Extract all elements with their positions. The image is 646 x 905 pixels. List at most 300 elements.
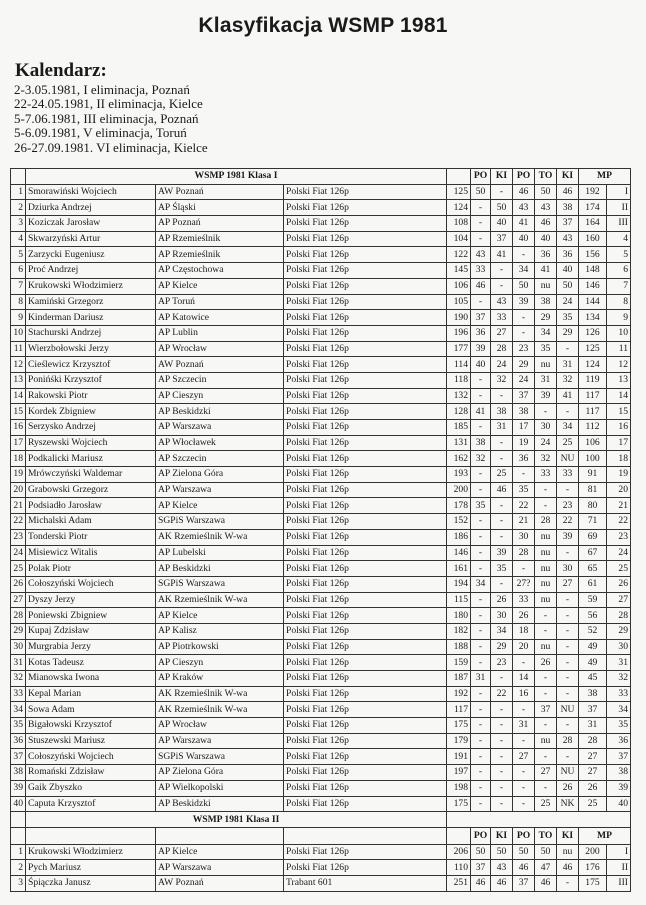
place-cell: 7 [607,278,631,294]
score-po2-cell: - [513,702,535,718]
score-to-cell: nu [535,576,557,592]
score-po2-cell: - [513,467,535,483]
score-to-cell: - [535,623,557,639]
place-cell: I [607,844,631,860]
car-cell: Trabant 601 [284,875,447,891]
driver-name-cell: Tonderski Piotr [26,529,156,545]
score-po-cell: - [471,718,491,734]
rank-cell: 25 [11,561,26,577]
score-ki-cell: 24 [491,357,513,373]
score-ki2-cell: 28 [557,733,579,749]
score-ki-cell: - [491,702,513,718]
class1-header-row [11,169,631,185]
place-cell: 9 [607,310,631,326]
score-ki-cell: 46 [491,482,513,498]
club-cell: AP Cieszyn [156,655,284,671]
club-cell: AP Katowice [156,310,284,326]
rank-cell: 33 [11,686,26,702]
score-to-cell: 32 [535,451,557,467]
score-po2-cell: - [513,765,535,781]
driver-name-cell: Sowa Adam [26,702,156,718]
total-points-cell: 91 [579,467,607,483]
start-number-cell: 179 [447,733,471,749]
driver-name-cell: Kupaj Zdzisław [26,623,156,639]
score-to-cell: 29 [535,310,557,326]
place-cell: 36 [607,733,631,749]
score-ki2-cell: - [557,655,579,671]
driver-name-cell: Romański Zdzisław [26,765,156,781]
club-cell: AP Włocławek [156,435,284,451]
start-number-cell: 197 [447,765,471,781]
score-ki2-cell: 23 [557,498,579,514]
total-points-cell: 81 [579,482,607,498]
place-cell: 21 [607,498,631,514]
score-ki2-cell: 26 [557,780,579,796]
score-to-cell: 26 [535,655,557,671]
score-ki-cell: 29 [491,639,513,655]
car-cell: Polski Fiat 126p [284,310,447,326]
score-ki2-cell: NU [557,451,579,467]
driver-name-cell: Murgrabia Jerzy [26,639,156,655]
total-points-cell: 174 [579,200,607,216]
rank-cell: 30 [11,639,26,655]
score-to-cell: - [535,671,557,687]
driver-name-cell: Kamiński Grzegorz [26,294,156,310]
club-cell: SGPiS Warszawa [156,576,284,592]
score-ki2-cell: 29 [557,325,579,341]
rank-cell: 3 [11,216,26,232]
score-po2-cell: 37 [513,875,535,891]
club-cell: AP Beskidzki [156,561,284,577]
score-po-cell: 50 [471,184,491,200]
start-number-cell: 152 [447,514,471,530]
score-po2-cell: - [513,247,535,263]
start-number-cell: 146 [447,545,471,561]
start-number-cell: 125 [447,184,471,200]
score-po-cell: 39 [471,341,491,357]
driver-name-cell: Grabowski Grzegorz [26,482,156,498]
score-po2-cell: 24 [513,372,535,388]
calendar-item: 5-6.09.1981, V eliminacja, Toruń [14,125,187,141]
score-to-cell: 35 [535,341,557,357]
score-ki2-cell: NU [557,702,579,718]
class2-title: WSMP 1981 Klasa II [26,812,447,828]
club-cell: AP Beskidzki [156,404,284,420]
class2-header-row [11,827,631,844]
club-cell: AP Wrocław [156,718,284,734]
score-po-cell: 50 [471,844,491,860]
start-number-cell: 182 [447,623,471,639]
score-ki-cell: 41 [491,247,513,263]
car-cell: Polski Fiat 126p [284,451,447,467]
col-header: MP [579,169,631,185]
driver-name-cell: Cieślewicz Krzysztof [26,357,156,373]
score-to-cell: 31 [535,372,557,388]
club-cell: AP Kielce [156,278,284,294]
start-number-cell: 185 [447,420,471,436]
class1-body [11,169,631,812]
table-row [11,263,631,279]
place-cell: 38 [607,765,631,781]
rank-cell: 11 [11,341,26,357]
driver-name-cell: Ryszewski Wojciech [26,435,156,451]
rank-cell: 13 [11,372,26,388]
score-ki2-cell: - [557,623,579,639]
score-po2-cell: 18 [513,623,535,639]
table-row [11,231,631,247]
total-points-cell: 192 [579,184,607,200]
score-ki2-cell: 31 [557,357,579,373]
total-points-cell: 59 [579,592,607,608]
place-cell: 39 [607,780,631,796]
club-cell: AP Kielce [156,844,284,860]
start-number-cell: 108 [447,216,471,232]
score-po-cell: 35 [471,498,491,514]
score-ki2-cell: 32 [557,372,579,388]
header-blank [284,827,447,844]
score-to-cell: nu [535,357,557,373]
score-po-cell: 46 [471,875,491,891]
score-ki-cell: - [491,576,513,592]
rank-cell: 35 [11,718,26,734]
total-points-cell: 117 [579,404,607,420]
driver-name-cell: Koziczak Jarosław [26,216,156,232]
score-po2-cell: 20 [513,639,535,655]
place-cell: 6 [607,263,631,279]
total-points-cell: 200 [579,844,607,860]
score-to-cell: - [535,608,557,624]
club-cell: AP Śląski [156,200,284,216]
start-number-cell: 193 [447,467,471,483]
total-points-cell: 144 [579,294,607,310]
start-number-cell: 118 [447,372,471,388]
header-blank [11,812,26,828]
place-cell: I [607,184,631,200]
rank-cell: 9 [11,310,26,326]
car-cell: Polski Fiat 126p [284,388,447,404]
club-cell: AP Wielkopolski [156,780,284,796]
table-row [11,875,631,891]
start-number-cell: 105 [447,294,471,310]
score-po2-cell: 41 [513,216,535,232]
score-ki-cell: 50 [491,200,513,216]
total-points-cell: 124 [579,357,607,373]
place-cell: 34 [607,702,631,718]
score-ki-cell: - [491,671,513,687]
car-cell: Polski Fiat 126p [284,294,447,310]
score-to-cell: - [535,498,557,514]
score-ki2-cell: 36 [557,247,579,263]
score-ki-cell: 28 [491,341,513,357]
table-row [11,294,631,310]
rank-cell: 16 [11,420,26,436]
place-cell: 33 [607,686,631,702]
score-po2-cell: 33 [513,592,535,608]
score-po-cell: - [471,733,491,749]
header-blank [11,827,26,844]
rank-cell: 3 [11,875,26,891]
score-to-cell: 46 [535,875,557,891]
place-cell: III [607,216,631,232]
rank-cell: 10 [11,325,26,341]
col-header: TO [535,827,557,844]
rank-cell: 6 [11,263,26,279]
col-header: PO [513,827,535,844]
score-po-cell: - [471,623,491,639]
score-to-cell: 50 [535,184,557,200]
start-number-cell: 186 [447,529,471,545]
score-ki2-cell: 46 [557,184,579,200]
club-cell: AP Piotrkowski [156,639,284,655]
header-blank [447,812,631,828]
total-points-cell: 25 [579,796,607,812]
score-ki2-cell: - [557,875,579,891]
total-points-cell: 125 [579,341,607,357]
club-cell: AP Częstochowa [156,263,284,279]
score-to-cell: 47 [535,860,557,876]
score-ki2-cell: 27 [557,576,579,592]
score-to-cell: - [535,749,557,765]
class2-body [11,812,631,891]
table-row [11,325,631,341]
score-po2-cell: 31 [513,718,535,734]
score-po-cell: - [471,639,491,655]
place-cell: 27 [607,592,631,608]
start-number-cell: 200 [447,482,471,498]
total-points-cell: 28 [579,733,607,749]
score-ki-cell: 40 [491,216,513,232]
total-points-cell: 69 [579,529,607,545]
table-row [11,216,631,232]
score-to-cell: 50 [535,844,557,860]
score-po2-cell: 22 [513,498,535,514]
score-ki2-cell: - [557,639,579,655]
score-po2-cell: 30 [513,529,535,545]
col-header: KI [491,169,513,185]
club-cell: AP Warszawa [156,733,284,749]
rank-cell: 32 [11,671,26,687]
car-cell: Polski Fiat 126p [284,216,447,232]
driver-name-cell: Podkalicki Mariusz [26,451,156,467]
calendar-item: 5-7.06.1981, III eliminacja, Poznań [14,110,199,126]
rank-cell: 26 [11,576,26,592]
col-header: KI [557,169,579,185]
rank-cell: 39 [11,780,26,796]
score-po2-cell: 50 [513,278,535,294]
club-cell: AK Rzemieślnik W-wa [156,529,284,545]
total-points-cell: 45 [579,671,607,687]
total-points-cell: 117 [579,388,607,404]
score-ki-cell: 39 [491,545,513,561]
score-po-cell: - [471,686,491,702]
score-ki2-cell: 30 [557,561,579,577]
score-ki-cell: 35 [491,561,513,577]
score-ki2-cell: 34 [557,420,579,436]
score-ki2-cell: 41 [557,388,579,404]
total-points-cell: 148 [579,263,607,279]
table-row [11,733,631,749]
rank-cell: 23 [11,529,26,545]
place-cell: 19 [607,467,631,483]
rank-cell: 4 [11,231,26,247]
table-row [11,718,631,734]
score-to-cell: 27 [535,765,557,781]
table-row [11,576,631,592]
place-cell: 5 [607,247,631,263]
score-ki-cell: 43 [491,294,513,310]
place-cell: 40 [607,796,631,812]
driver-name-cell: Dziurka Andrzej [26,200,156,216]
start-number-cell: 132 [447,388,471,404]
driver-name-cell: Śpiączka Janusz [26,875,156,891]
driver-name-cell: Skwarzyński Artur [26,231,156,247]
start-number-cell: 162 [447,451,471,467]
table-row [11,671,631,687]
club-cell: AP Lublin [156,325,284,341]
start-number-cell: 124 [447,200,471,216]
start-number-cell: 196 [447,325,471,341]
table-row [11,482,631,498]
score-po2-cell: 26 [513,608,535,624]
table-row [11,357,631,373]
score-po-cell: - [471,608,491,624]
car-cell: Polski Fiat 126p [284,576,447,592]
score-po2-cell: 50 [513,844,535,860]
rank-cell: 2 [11,860,26,876]
score-po2-cell: 43 [513,200,535,216]
table-row [11,514,631,530]
score-ki-cell: - [491,263,513,279]
driver-name-cell: Zarzycki Eugeniusz [26,247,156,263]
score-ki2-cell: 24 [557,294,579,310]
score-ki-cell: - [491,388,513,404]
driver-name-cell: Pych Mariusz [26,860,156,876]
table-row [11,200,631,216]
score-po2-cell: 37 [513,388,535,404]
start-number-cell: 159 [447,655,471,671]
rank-cell: 31 [11,655,26,671]
total-points-cell: 26 [579,780,607,796]
driver-name-cell: Cołoszyński Wojciech [26,576,156,592]
driver-name-cell: Proć Andrzej [26,263,156,279]
col-header: PO [471,827,491,844]
col-header: PO [513,169,535,185]
page-title: Klasyfikacja WSMP 1981 [198,14,448,37]
place-cell: 37 [607,749,631,765]
score-po-cell: - [471,561,491,577]
club-cell: AP Rzemieślnik [156,247,284,263]
score-po-cell: 40 [471,357,491,373]
car-cell: Polski Fiat 126p [284,341,447,357]
driver-name-cell: Rakowski Piotr [26,388,156,404]
score-po-cell: 33 [471,263,491,279]
score-to-cell: - [535,404,557,420]
score-ki-cell: - [491,435,513,451]
club-cell: AP Kielce [156,608,284,624]
car-cell: Polski Fiat 126p [284,404,447,420]
driver-name-cell: Serzysko Andrzej [26,420,156,436]
score-po2-cell: 28 [513,545,535,561]
score-po-cell: 41 [471,404,491,420]
club-cell: AP Rzemieślnik [156,231,284,247]
total-points-cell: 126 [579,325,607,341]
driver-name-cell: Krukowski Włodzimierz [26,844,156,860]
start-number-cell: 180 [447,608,471,624]
score-to-cell: nu [535,733,557,749]
score-po2-cell: 39 [513,294,535,310]
place-cell: 13 [607,372,631,388]
score-po2-cell: - [513,655,535,671]
score-ki2-cell: 38 [557,200,579,216]
car-cell: Polski Fiat 126p [284,435,447,451]
score-po-cell: 38 [471,435,491,451]
score-ki-cell: 25 [491,467,513,483]
driver-name-cell: Misiewicz Witalis [26,545,156,561]
table-row [11,278,631,294]
score-ki-cell: 32 [491,372,513,388]
score-po-cell: - [471,231,491,247]
place-cell: II [607,860,631,876]
score-ki-cell: - [491,184,513,200]
start-number-cell: 175 [447,796,471,812]
place-cell: 29 [607,623,631,639]
start-number-cell: 187 [447,671,471,687]
score-ki-cell: 37 [491,231,513,247]
rank-cell: 18 [11,451,26,467]
place-cell: 20 [607,482,631,498]
place-cell: III [607,875,631,891]
score-ki-cell: 30 [491,608,513,624]
score-ki-cell: 34 [491,623,513,639]
table-row [11,639,631,655]
total-points-cell: 67 [579,545,607,561]
score-po-cell: 31 [471,671,491,687]
score-ki2-cell: 37 [557,216,579,232]
header-blank [156,827,284,844]
start-number-cell: 104 [447,231,471,247]
total-points-cell: 112 [579,420,607,436]
rank-cell: 17 [11,435,26,451]
class1-title: WSMP 1981 Klasa I [26,169,447,185]
score-ki2-cell: 46 [557,860,579,876]
total-points-cell: 146 [579,278,607,294]
car-cell: Polski Fiat 126p [284,514,447,530]
place-cell: 31 [607,655,631,671]
col-header: TO [535,169,557,185]
total-points-cell: 80 [579,498,607,514]
club-cell: AP Cieszyn [156,388,284,404]
place-cell: 10 [607,325,631,341]
score-to-cell: 25 [535,796,557,812]
table-row [11,529,631,545]
start-number-cell: 115 [447,592,471,608]
score-po-cell: - [471,467,491,483]
car-cell: Polski Fiat 126p [284,796,447,812]
score-to-cell: - [535,718,557,734]
club-cell: AP Poznań [156,216,284,232]
score-po2-cell: 38 [513,404,535,420]
start-number-cell: 117 [447,702,471,718]
rank-cell: 28 [11,608,26,624]
score-ki-cell: - [491,796,513,812]
table-row [11,498,631,514]
start-number-cell: 110 [447,860,471,876]
score-po2-cell: 36 [513,451,535,467]
club-cell: AP Zielona Góra [156,765,284,781]
results-table-wrap [10,168,630,892]
driver-name-cell: Caputa Krzysztof [26,796,156,812]
score-po2-cell: - [513,310,535,326]
